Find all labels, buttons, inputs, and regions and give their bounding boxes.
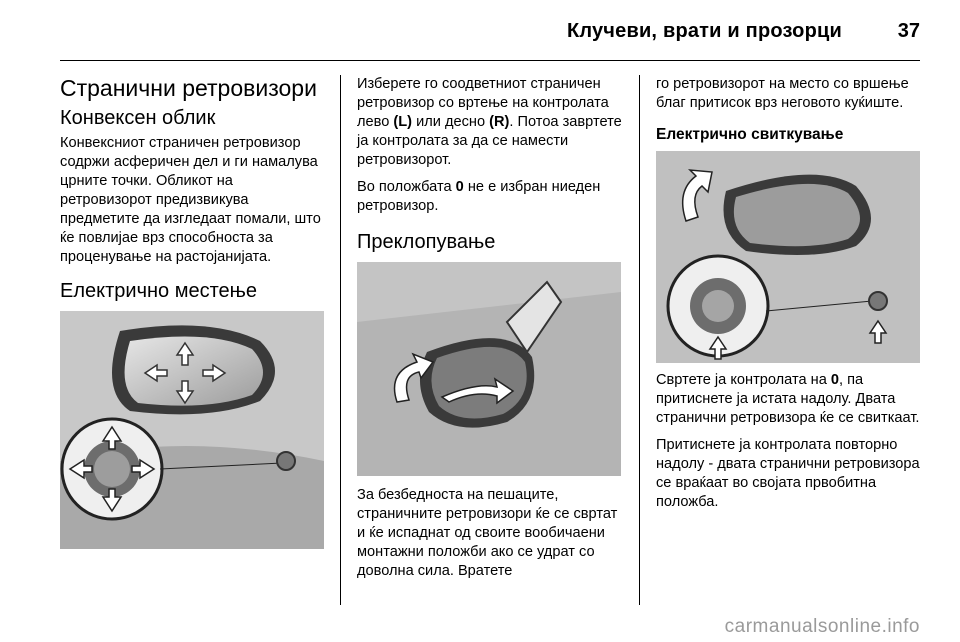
- header-rule: [60, 60, 920, 61]
- text-fragment: . Потоа завртете ја контролата за да се намести ретровизорот.: [357, 114, 622, 168]
- unfold-instruction-text: Притиснете ја контролата повторно надолу - двата странични ретровизора се враќаат во својата првобитна положба.: [656, 437, 920, 510]
- electric-fold-title: Електрично свиткување: [656, 126, 844, 143]
- column-1: [60, 75, 328, 549]
- column-2: [357, 75, 627, 589]
- text-fragment: Во положбата: [357, 179, 456, 195]
- mirror-adjust-drawing: [60, 311, 324, 549]
- folding-title: Преклопување: [357, 231, 496, 253]
- column-3: [656, 75, 922, 520]
- pedestrian-safety-text: За безбедноста на пешаците, страничните ретровизори ќе се свртат и ќе испаднат од своите вообичаени монтажни положби ако се удрат со доволна сила. Вратете: [357, 487, 618, 579]
- return-mirror-text: го ретровизорот на место со вршење благ притисок врз неговото куќиште.: [656, 76, 909, 111]
- column-divider: [639, 75, 640, 605]
- fold-instruction-text: [656, 371, 922, 428]
- text-fragment: или десно: [412, 114, 490, 130]
- page-number: 37: [897, 20, 920, 42]
- text-fragment: , па притиснете ја истата надолу. Двата странични ретровизора ќе се свиткаат.: [656, 372, 920, 426]
- column-divider: [340, 75, 341, 605]
- text-fragment: не е избран ниеден ретровизор.: [357, 179, 601, 214]
- text-fragment: Изберете го соодветниот страничен ретровизор со вртење на контролата лево: [357, 76, 609, 130]
- electric-fold-illustration: [656, 151, 920, 363]
- mirror-fold-illustration: [357, 262, 621, 476]
- page-header: [0, 0, 960, 60]
- zero-label: 0: [830, 372, 840, 388]
- electric-fold-drawing: [656, 151, 920, 363]
- position-zero-text: [357, 178, 627, 216]
- mirror-fold-drawing: [357, 262, 621, 476]
- electric-adjust-title: Електрично местење: [60, 280, 258, 302]
- header-title: Клучеви, врати и прозорци: [566, 20, 842, 42]
- convex-title: Конвексен облик: [60, 107, 216, 129]
- watermark: carmanualsonline.info: [724, 616, 920, 637]
- mirror-adjust-illustration: [60, 311, 324, 549]
- select-mirror-text: [357, 75, 627, 170]
- convex-text: Конвексниот страничен ретровизор содржи асферичен дел и ги намалува црните точки. Обликот на ретровизорот предизвикува предметите да изгледаат помали, што ќе повлијае врз способноста за проценување на растојанијата.: [60, 135, 321, 265]
- left-label: (L): [393, 114, 413, 130]
- zero-label: 0: [455, 179, 464, 195]
- right-label: (R): [489, 114, 510, 130]
- section-title: Странични ретровизори: [60, 75, 317, 101]
- text-fragment: Свртете ја контролата на: [656, 372, 831, 388]
